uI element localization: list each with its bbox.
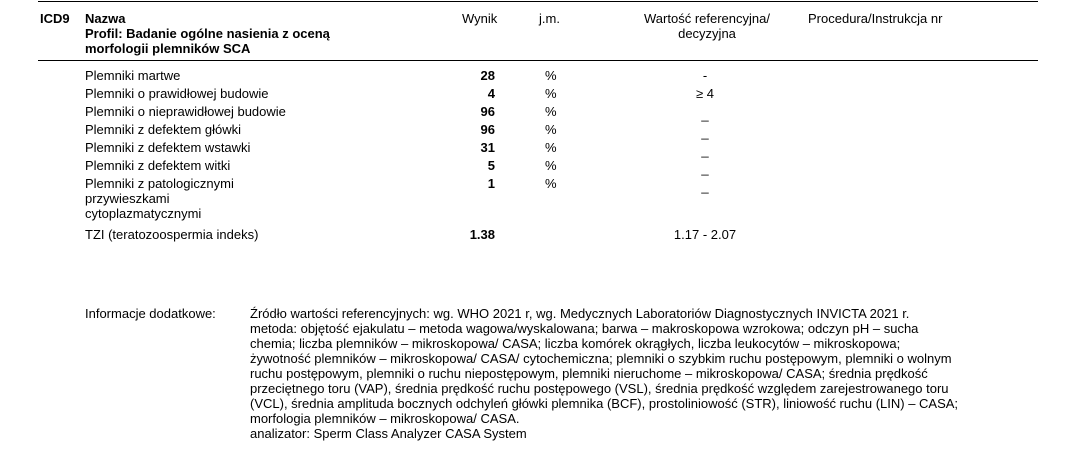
header-result: Wynik — [462, 11, 498, 26]
result-label: TZI (teratozoospermia indeks) — [85, 227, 259, 242]
result-label: Plemniki z defektem wstawki — [85, 140, 251, 155]
result-unit: % — [545, 176, 557, 191]
result-reference: 1.17 - 2.07 — [673, 227, 737, 242]
header-profile: Profil: Badanie ogólne nasienia z oceną morfologii plemników SCA — [85, 26, 330, 56]
result-unit: % — [545, 158, 557, 173]
info-line: morfologia plemników – mikroskopowa/ CASA. — [250, 411, 520, 426]
result-reference: - — [702, 68, 708, 83]
result-unit: % — [545, 86, 557, 101]
header-unit: j.m. — [539, 11, 560, 26]
result-label: Plemniki z patologicznymi przywieszkami cytoplazmatycznymi — [85, 176, 234, 221]
result-label: Plemniki martwe — [85, 68, 181, 83]
info-line: przeciętnego toru (VAP), średnia prędkość ruchu postępowego (VSL), średnia prędkość względem zarejestrowanego toru — [250, 381, 949, 396]
info-line: Źródło wartości referencyjnych: wg. WHO 2021 r, wg. Medycznych Laboratoriów Diagnostycznych INVICTA 2021 r. — [250, 306, 910, 321]
header-name: Nazwa — [85, 11, 126, 26]
header-procedure: Procedura/Instrukcja nr — [808, 11, 943, 26]
result-label: Plemniki z defektem główki — [85, 122, 242, 137]
result-value: 28 — [480, 68, 495, 83]
result-value: 31 — [480, 140, 495, 155]
result-label: Plemniki z defektem witki — [85, 158, 231, 173]
result-value: 96 — [480, 122, 495, 137]
header-top-rule — [38, 1, 1038, 2]
result-value: 5 — [487, 158, 495, 173]
result-value: 96 — [480, 104, 495, 119]
result-unit: % — [545, 122, 557, 137]
result-reference: _ — [701, 179, 709, 194]
result-value: 4 — [487, 86, 495, 101]
header-reference: Wartość referencyjna/ decyzyjna — [644, 11, 770, 41]
result-unit: % — [545, 104, 557, 119]
info-line: analizator: Sperm Class Analyzer CASA System — [250, 426, 527, 441]
result-value: 1.38 — [469, 227, 495, 242]
info-line: (VCL), średnia amplituda bocznych odchyleń główki plemnika (BCF), prostoliniowość (STR), liniowość ruchu (LIN) – CASA; — [250, 396, 959, 411]
result-reference: _ — [701, 161, 709, 176]
result-label: Plemniki o nieprawidłowej budowie — [85, 104, 286, 119]
result-unit: % — [545, 140, 557, 155]
result-reference: _ — [701, 125, 709, 140]
result-unit: % — [545, 68, 557, 83]
result-reference: ≥ 4 — [696, 86, 714, 101]
result-reference: _ — [701, 107, 709, 122]
info-line: ruchu postępowym, plemniki o ruchu niepostępowym, plemniki nieruchome – mikroskopowa/ CASA; średnia prędkość — [250, 366, 928, 381]
result-reference: _ — [701, 143, 709, 158]
result-label: Plemniki o prawidłowej budowie — [85, 86, 269, 101]
result-value: 1 — [487, 176, 495, 191]
additional-info-label: Informacje dodatkowe: — [85, 306, 216, 321]
info-line: żywotność plemników – mikroskopowa/ CASA/ cytochemiczna; plemniki o szybkim ruchu postępowym, plemniki o wolnym — [250, 351, 952, 366]
info-line: metoda: objętość ejakulatu – metoda wagowa/wyskalowana; barwa – makroskopowa wzrokowa; odczyn pH – sucha — [250, 321, 919, 336]
header-bottom-rule — [38, 60, 1038, 61]
info-line: chemia; liczba plemników – mikroskopowa/ CASA; liczba komórek okrągłych, liczba leukocytów – mikroskopowa; — [250, 336, 901, 351]
header-icd9: ICD9 — [40, 11, 70, 26]
additional-info-text — [250, 306, 1060, 441]
